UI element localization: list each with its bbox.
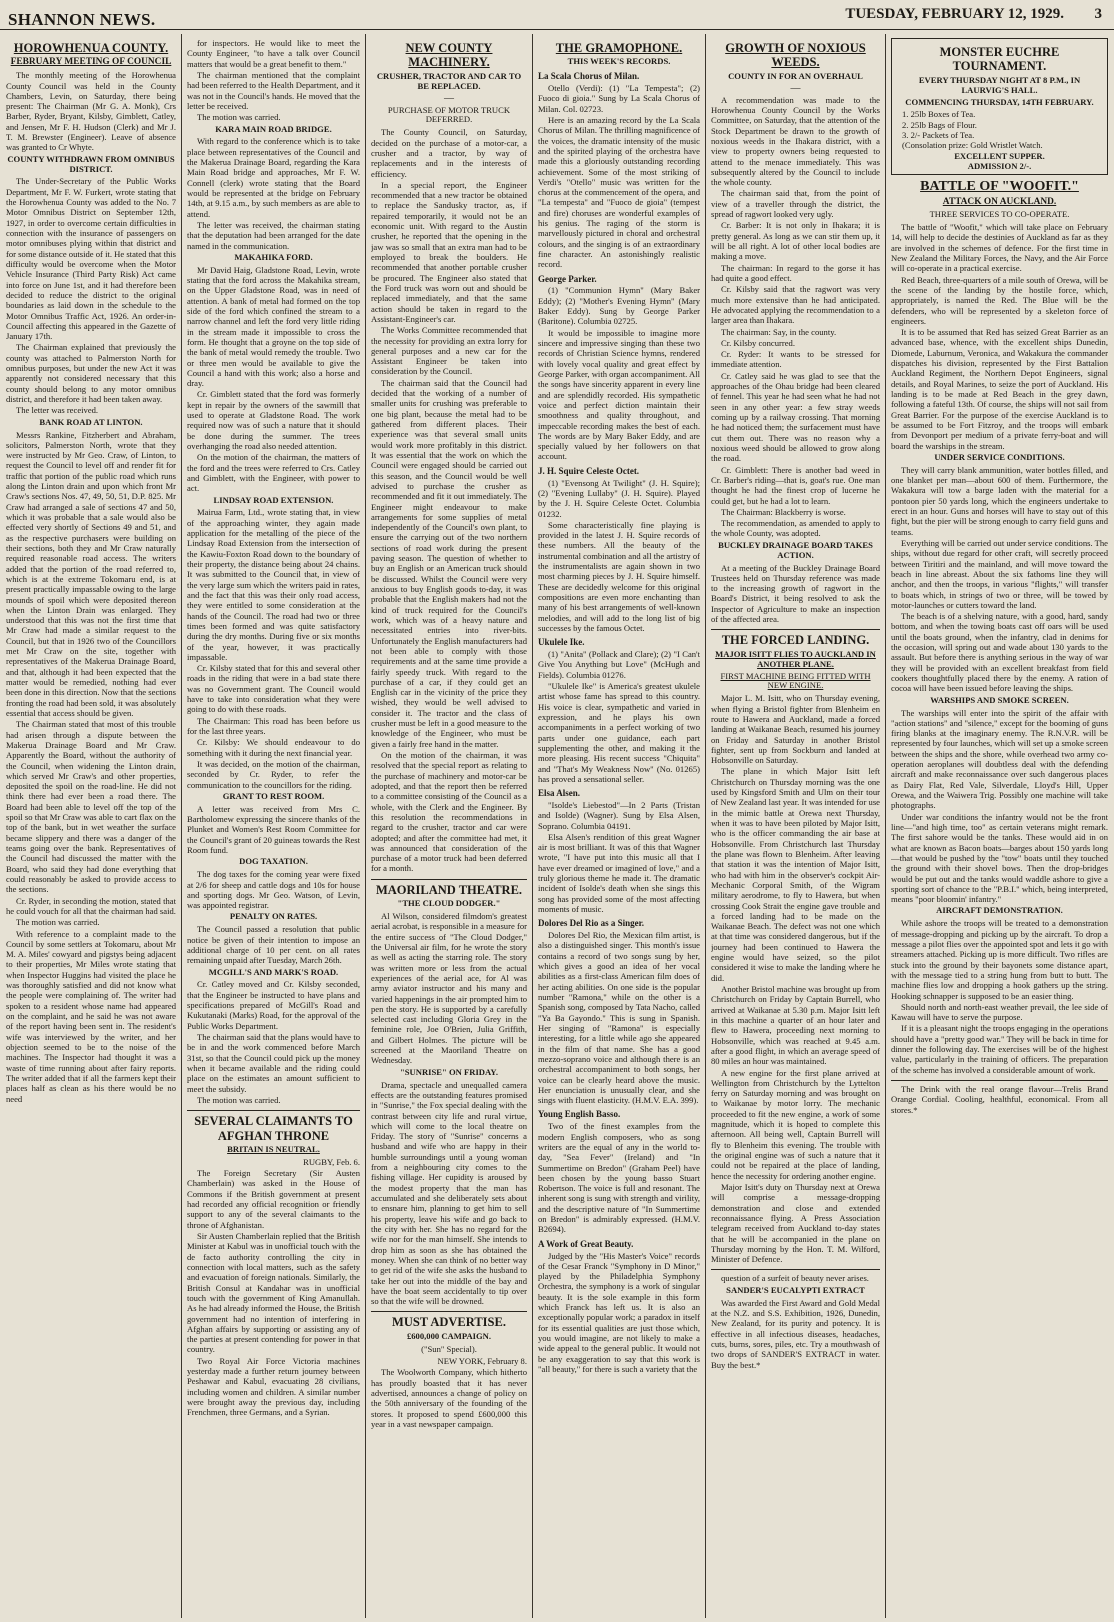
headline: THE FORCED LANDING. bbox=[721, 633, 870, 648]
article-paragraph: Mairua Farm, Ltd., wrote stating that, in view of the approaching winter, they again made application for the metalling of the piece of the Lindsay Road Extension from the intersection of the Kawiu-Foxton Road down to the boundary of their property, the distance being about 24 chains. It was submitted to the Council that, in view of the very large sum which the writers paid in rates, and the fact that this was their only road access, they were entitled to some consideration at the hands of the Council. The road had two or three times been formed and was quite satisfactory during the dry months. During five or six months of the year, however, it was practically impassable. bbox=[187, 507, 360, 662]
article-paragraph: Two of the finest examples from the modern English composers, who as song writers are the equal of any in the world to-day, "Sea Fever" (Ireland) and "In Summertime on Bredon" (Graham Peel) have been chosen by the young basso Stuart Robertson. The voice is full and resonant. The inherent song is sung with strength and virility, and the descriptive nature of "In Summertime on Bredon" is admirably expressed. (H.M.V. B2694). bbox=[538, 1121, 700, 1235]
article-paragraph: It would be impossible to imagine more sincere and impressive singing than these two records of Christian Science hymns, rendered with lovely vocal quality and great effect by George Parker, with organ accompaniment. All the songs have sincerity apparent in every line and are splendidly recorded. His sympathetic voice and perfect diction maintain their smoothness and quality throughout, and impeccable recording makes the best of each. The words are by Mary Baker Eddy, and are specially valued by her followers on that account. bbox=[538, 327, 700, 462]
record-heading: Young English Basso. bbox=[538, 1109, 621, 1120]
subheadline: PURCHASE OF MOTOR TRUCK DEFERRED. bbox=[387, 104, 511, 125]
consolation-prize: (Consolation prize: Gold Wristlet Watch. bbox=[902, 140, 1043, 151]
article-divider bbox=[711, 629, 880, 630]
article-paragraph: The chairman: In regard to the gorse it has had quite a good effect. bbox=[711, 262, 880, 283]
section-heading: UNDER SERVICE CONDITIONS. bbox=[934, 451, 1065, 462]
article-paragraph: At a meeting of the Buckley Drainage Board Trustees held on Thursday reference was made to the increasing growth of ragwort in the Board's District, it being resolved to ask the Inspector of Agriculture to make an inspection of the affected area. bbox=[711, 562, 880, 625]
article-paragraph: question of a surfeit of beauty never arises. bbox=[721, 1273, 869, 1284]
column-rule bbox=[365, 34, 366, 1618]
article-paragraph: The Council passed a resolution that public notice be given of their intention to impose an additional charge of 10 per cent. on all rates remaining unpaid after Tuesday, March 26th. bbox=[187, 924, 360, 966]
article-paragraph: Under war conditions the infantry would not be the front line—"and high time, too" as certain veterans might remark. The first sahore would be the tanks. These would aid in on what are known as Bacon boats—barges about 150 yards long—that would be pushed by the "tow" boats until they touched the ground with their shovel bows. Then the drop-bridges would be put out and the tanks would waddle ashore to give a sporting sort of chance to the "P.B.I." which, being interpreted, means "poor bloomin' infantry." bbox=[891, 811, 1108, 905]
article-paragraph: Cr. Kilsby: We should endeavour to do something with it during the next financial year. bbox=[187, 737, 360, 758]
page-number: 3 bbox=[1094, 6, 1102, 22]
separator: — bbox=[444, 92, 454, 104]
article-paragraph: "Isolde's Liebestod"—In 2 Parts (Tristan and Isolde) (Wagner). Sung by Elsa Alsen, Soprano. Columbia 04191. bbox=[538, 799, 700, 831]
headline: SEVERAL CLAIMANTS TO AFGHAN THRONE bbox=[194, 1114, 353, 1143]
column-5 bbox=[711, 38, 880, 1616]
advertisement-subheading: EVERY THURSDAY NIGHT AT 8 P.M., IN LAURVIG'S HALL. bbox=[918, 74, 1081, 95]
advertisement-text: Was awarded the First Award and Gold Medal at the N.Z. and S.S. Exhibition, 1926, Dunedin, New Zealand, for its purity and potency. It is effective in all infectious diseases, headaches, cuts, burns, sores, piles, etc. Try a mouthwash of two drops of SANDER'S EXTRACT in water. Buy the best.* bbox=[711, 1297, 880, 1370]
headline: NEW COUNTY MACHINERY. bbox=[405, 41, 493, 70]
column-3 bbox=[371, 38, 527, 1616]
article-paragraph: for inspectors. He would like to meet the County Engineer, "to have a talk over Council matters that would be a great benefit to them." bbox=[187, 38, 360, 69]
prize-item: 2. 25lb Bags of Flour. bbox=[902, 119, 977, 130]
article-paragraph: In a special report, the Engineer recommended that a new tractor be obtained to replace the Sandusky tractor, as, if repaired temporarily, it would not be an economic unit. With regard to the Austin crusher, he reported that the opening in the jaw was so small that an extra man had to be employed to break the boulders. He recommended that another portable crusher be procured. The Engineer also stated that the Ford truck was worn out and should be replaced immediately, and that the same action should be taken in regard to the Assistant-Engineer's car. bbox=[371, 179, 527, 324]
headline: MAORILAND THEATRE. bbox=[375, 882, 523, 897]
article-paragraph: Al Wilson, considered filmdom's greatest aerial acrobat, is responsible in a measure for the entire success of "The Cloud Dodger," the Universal air film, for he wrote the story as well as acting the starring role. The story was written more or less from the actual experiences of the aerial ace, for Al was army aviator instructor and his many and varied happenings in the air prompted him to pen the story. He is supported by a carefully selected cast including Gloria Grey in the feminine role, Joe O'Brien, Julia Griffith, and Gilbert Holmes. The picture will be screened at the Maoriland Theatre on Wednesday. bbox=[371, 911, 527, 1066]
record-heading: Ukulele Ike. bbox=[538, 637, 585, 648]
article-paragraph: (1) "Anita" (Pollack and Clare); (2) "I Can't Give You Anything but Love" (McHugh and Fields). Columbia 01276. bbox=[538, 649, 700, 680]
section-heading: KARA MAIN ROAD BRIDGE. bbox=[215, 123, 332, 134]
article-paragraph: Drama, spectacle and unequalled camera effects are the outstanding features promised in "Sunrise," the Fox special dealing with the contrast between city life and rural virtue, which will come to the local theatre on Friday. The story of "Sunrise" concerns a husband and wife who are happy in their humble surroundings until a young woman from a neighbouring city comes to the fishing village. Her cupidity is aroused by the modest property that the man has accumulated and she deliberately sets about to ensnare him, planning to get him to sell his property, leave his wife and go back to the city with her. She has no regard for the wife nor for the man himself. She intends to drop him as soon as she has obtained the money. When she can think of no better way to get rid of the wife she asks the husband to take her out into the middle of the bay and have the boat seem accidentally to tip over so that the wife will be drowned. bbox=[371, 1079, 527, 1307]
article-paragraph: Should north and north-east weather prevail, the lee side of Kawau will have to serve the purpose. bbox=[891, 1001, 1108, 1023]
record-heading: La Scala Chorus of Milan. bbox=[538, 71, 640, 82]
advertisement-heading: MONSTER EUCHRE TOURNAMENT. bbox=[939, 45, 1060, 74]
article-paragraph: Mr David Haig, Gladstone Road, Levin, wrote stating that the ford across the Makahika stream, on the Upper Gladstone Road, was in need of attention. A bank of metal had formed on the top side of the ford which confined the stream to a narrow channel and left the ford very little riding in the stream made it impossible to cross the form. He thought that a groyne on the top side of the bank of metal would remedy the trouble. Two or three men would be available to give the Council a hand with this work; also a horse and dray. bbox=[187, 264, 360, 389]
section-heading: GRANT TO REST ROOM. bbox=[222, 790, 325, 801]
article-paragraph: Some characteristically fine playing is provided in the latest J. H. Squire records of these numbers. All the beauty of the instrumental combination and all the artistry of the instrumentalists are again shown in two most charming pieces by J. H. Squire himself. These are decidedly welcome for this original compositions are even more enchanting than many of his best arrangements of well-known melodies, and will add to the long list of big successes by the famous Octet. bbox=[538, 519, 700, 633]
column-1 bbox=[6, 38, 176, 1616]
article-paragraph: The Works Committee recommended that the necessity for providing an extra lorry for general purposes and a new car for the Assistant Engineer be taken into consideration by the Council. bbox=[371, 325, 527, 377]
article-paragraph: (1) "Evensong At Twilight" (J. H. Squire); (2) "Evening Lullaby" (J. H. Squire). Played by the J. H. Squire Celeste Octet. Columbia 01232. bbox=[538, 477, 700, 519]
prize-item: 3. 2/- Packets of Tea. bbox=[902, 130, 975, 140]
article-paragraph: The chairman said that, from the point of view of a traveller through the district, the spread of ragwort looked very ugly. bbox=[711, 188, 880, 220]
article-divider bbox=[711, 1269, 880, 1270]
subheadline: FIRST MACHINE BEING FITTED WITH NEW ENGINE. bbox=[720, 670, 871, 691]
article-paragraph: (1) "Communion Hymn" (Mary Baker Eddy); (2) "Mother's Evening Hymn" (Mary Baker Eddy). Sung by George Parker (Baritone). Columbia 02725. bbox=[538, 285, 700, 327]
article-paragraph: A letter was received from Mrs C. Bartholomew expressing the sincere thanks of the Plunket and Women's Rest Room Committee for the Council's grant of 20 guineas towards the Rest Room fund. bbox=[187, 803, 360, 855]
section-heading: PENALTY ON RATES. bbox=[229, 911, 318, 922]
article-divider bbox=[371, 879, 527, 880]
article-paragraph: Major L. M. Isitt, who on Thursday evening, when flying a Bristol fighter from Blenheim en route to Hawera and Auckland, made a forced landing at Waikanae Beach, resumed his journey on Friday and Saturday in another Bristol fighter, sent up from Sockburn and landed at Hobsonville on Saturday. bbox=[711, 693, 880, 766]
prize-item: 1. 25lb Boxes of Tea. bbox=[902, 109, 976, 120]
article-paragraph: Sir Austen Chamberlain replied that the British Minister at Kabul was in unofficial touch with the de facto authority controlling the city in connection with local matters, such as the safety and evacuation of foreign nationals. Similarly, the British Consul at Kandahar was in unofficial touch with the government of King Amanullah. As he had already informed the House, the British government had no intention of interfering in Afghan affairs by supporting or assisting any of the parties at present contending for power in that country. bbox=[187, 1231, 360, 1355]
advertisement-text: The Drink with the real orange flavour—Trelis Brand Orange Cordial. Cooling, healthful, economical. From all stores.* bbox=[891, 1084, 1108, 1115]
article-paragraph: The dog taxes for the coming year were fixed at 2/6 for sheep and cattle dogs and 10s for house and sporting dogs. Mr Geo. Watson, of Levin, was appointed registrar. bbox=[187, 869, 360, 911]
article-paragraph: The recommendation, as amended to apply to the whole County, was adopted. bbox=[711, 518, 880, 539]
article-paragraph: The Chairman stated that most of this trouble had arisen through a dispute between the Makerua Drainage Board and Mr Craw. Apparently the Board, without the authority of the Council, when widening the Linton drain, which served Mr Craw's and other properties, deposited the spoil on the road-line. He did not think there had ever been a road there. The Board had been able to level off the top of the spoil so that Mr Craw was able to cart flax on the top of the bank, but in wet weather the surface became slippery and there was a danger of the teams going over the bank. Representatives of the Council had discussed the matter with the Board, who said they had done everything that could reasonably be asked to provide access to the sections. bbox=[6, 719, 176, 895]
article-divider bbox=[371, 1311, 527, 1312]
article-paragraph: Cr. Ryder, in seconding the motion, stated that he could vouch for all that the chairman had said. bbox=[6, 895, 176, 916]
article-paragraph: Cr. Catley said he was glad to see that the approaches of the Ohau bridge had been cleared of fennel. This year he had seen what he had not seen in any other year: a few stray weeds coming up by a railway crossing. That morning he had noticed them; the surfacement must have cut them out. There was no reason why a noxious weed should be allowed to grow along the road. bbox=[711, 370, 880, 464]
article-paragraph: The battle of "Woofit," which will take place on February 14, will help to decide the destinies of Auckland as far as they are involved in the schemes of defence. For the first time in New Zealand the Military Forces, the Navy, and the Air Force will co-operate in a practical exercise. bbox=[891, 222, 1108, 274]
article-paragraph: On the motion of the chairman, the matters of the ford and the trees were referred to Crs. Catley and Gimblett, with the Engineer, with power to act. bbox=[187, 452, 360, 494]
record-heading: Dolores Del Rio as a Singer. bbox=[538, 918, 645, 929]
article-paragraph: The letter was received. bbox=[16, 405, 99, 416]
supper-note: EXCELLENT SUPPER. bbox=[954, 150, 1045, 161]
article-paragraph: The Woolworth Company, which hitherto has proudly boasted that it has never advertised, announces a change of policy on the 50th anniversary of the founding of the stores. It proposed to spend £600,000 this year in a vast newspaper campaign. bbox=[371, 1367, 527, 1429]
article-paragraph: If it is a pleasant night the troops engaging in the operations should have a "pretty good war." They will be back in time for dinner the following day. The exercises will be of the highest value, particularly in the training of officers. The preparation of the scheme has involved a considerable amount of work. bbox=[891, 1023, 1108, 1075]
article-paragraph: The motion was carried. bbox=[16, 917, 100, 928]
headline: MUST ADVERTISE. bbox=[392, 1315, 506, 1330]
subheadline: £600,000 CAMPAIGN. bbox=[406, 1330, 492, 1341]
article-paragraph: The motion was carried. bbox=[197, 1094, 281, 1105]
article-paragraph: It is to be assumed that Red has seized Great Barrier as an advanced base, whence, with the excellent ships Dunedin, Diomede, Laburnum, Veronica, and Wakakura the commander dispatches his division, represented by the First Battalion Auckland Regiment, the Northern Depot Engineers, signal details, and Royal Marines, to seize the port of Auckland. His landing is to be made at Red Beach in the grey dawn, following a fateful 13th. Of course, the ships will not sail from Great Barrier. For the purpose of the exercise Auckland is to be assumed to be Fort Fitzroy, and the troops will embark from Devonport per medium of a private ferry-boat and will board the warships in the stream. bbox=[891, 327, 1108, 451]
article-paragraph: While ashore the troops will be treated to a demonstration of message-dropping and picking up by the aircraft. To drop a message a pilot flies over the appointed spot and lets it go with streamers attached. Picking up is more difficult. Two rifles are stuck into the ground by their bayonets some distance apart, with the message tied to a string hung from butt to butt. The machine flies low and dropping a hook gathers up the string. Hooking schnapper is supposed to be an easier thing. bbox=[891, 918, 1108, 1001]
section-heading: BANK ROAD AT LINTON. bbox=[39, 416, 143, 427]
subheadline: ATTACK ON AUCKLAND. bbox=[942, 197, 1057, 208]
subheadline: THIS WEEK'S RECORDS. bbox=[567, 56, 671, 67]
headline: THE GRAMOPHONE. bbox=[555, 41, 683, 55]
record-heading: J. H. Squire Celeste Octet. bbox=[538, 465, 640, 476]
article-paragraph: Otello (Verdi): (1) "La Tempesta"; (2) Fuoco di gioia." Sung by La Scala Chorus of Milan. Col. 02723. bbox=[538, 83, 700, 114]
article-paragraph: With regard to the conference which is to take place between representatives of the Council and the Makerua Drainage Board, regarding the Kara Main Road bridge and approaches, Mr F. W. Connell (clerk) wrote stating that the Board would be represented at the bridge on February 14th, at 9.15 a.m., by such members as are able to attend. bbox=[187, 136, 360, 219]
masthead bbox=[0, 0, 1114, 30]
section-heading: COUNTY WITHDRAWN FROM OMNIBUS DISTRICT. bbox=[7, 153, 175, 174]
article-paragraph: Cr. Kilsby said that the ragwort was very much more extensive than he had anticipated. He advocated applying the recommendation to a larger area than Ihakara. bbox=[711, 284, 880, 326]
dateline: NEW YORK, February 8. bbox=[437, 1356, 527, 1366]
column-rule bbox=[181, 34, 182, 1618]
article-paragraph: Cr. Gimblett stated that the ford was formerly kept in repair by the owners of the sawmill that used to operate at Gladstone Road. The work required now was of such a nature that it should be done during the summer. The trees overhanging the road also needed attention. bbox=[187, 389, 360, 451]
article-paragraph: Cr. Catley moved and Cr. Kilsby seconded, that the Engineer be instructed to have plans and specifications prepared of McGill's Road and Kukutanaki (Marks) Road, for the approval of the Public Works Department. bbox=[187, 979, 360, 1031]
subheadline: "SUNRISE" ON FRIDAY. bbox=[400, 1066, 498, 1077]
headline: GROWTH OF NOXIOUS WEEDS. bbox=[725, 41, 866, 70]
article-paragraph: Everything will be carried out under service conditions. The ships, without due regard for other craft, will secretly proceed between Tiritiri and the mainland, and will move toward the beach in line abreast. About the six fathoms line they will anchor, and then the troops, in various "flights," will transfer to boats which, in strings of two or three, will be towed by motor-launches or cutters toward the land. bbox=[891, 537, 1108, 610]
article-paragraph: Cr. Kilsby stated that for this and several other roads in the riding that were in a bad state there was no Government grant. The Council would have to take into consideration what they were going to do with these roads. bbox=[187, 663, 360, 715]
article-paragraph: "Ukulele Ike" is America's greatest ukulele artist whose fame has spread to this country. His voice is clear, sympathetic and varied in expression, and he plays his own accompaniments in a perfect working of two parts under one guidance, each part supplementing the other, and making it the more pleasing. His recent success "Chiquita" and "That's My Weakness Now" (No. 01265) has proved a sensational seller. bbox=[538, 681, 700, 784]
column-2 bbox=[187, 38, 360, 1616]
article-paragraph: A new engine for the first plane arrived at Wellington from Christchurch by the Lyttelton ferry on Saturday morning and was brought on to Waikanae by motor lorry. The mechanic proceeded to fit the new engine, a work of some magnitude, which it is hoped to complete this afternoon. All being well, Captain Burrell will fly to Blenheim this evening. The trouble with the original engine was of such a nature that it could not be repaired at the place of landing, hence the necessity for ordering another engine. bbox=[711, 1067, 880, 1181]
column-4 bbox=[538, 38, 700, 1616]
admission-note: ADMISSION 2/-. bbox=[967, 160, 1032, 171]
article-paragraph: Cr. Barber: It is not only in Ihakara; it is pretty general. As long as we can stir them up, it will be all right. A lot of other local bodies are making a move. bbox=[711, 220, 880, 262]
subheadline: COUNTY IN FOR AN OVERHAUL bbox=[728, 70, 863, 81]
article-paragraph: On the motion of the chairman, it was resolved that the special report as relating to the purchase of machinery and motor-car be adopted, and that the report then be referred to a committee consisting of the Council as a whole, with the Clerk and the Engineer. By this resolution the recommendations in regard to the crusher, tractor and car were adopted; and after the committee had met, it was announced that consideration of the purchase of a motor truck had been deferred for a month. bbox=[371, 750, 527, 874]
article-paragraph: Two Royal Air Force Victoria machines yesterday made a further return journey between Peshawar and Kabul, evacuating 28 civilians, including women and children. A similar number were brought away the previous day, including Frenchmen, three Germans, and a Syrian. bbox=[187, 1355, 360, 1418]
article-paragraph: The warships will enter into the spirit of the affair with "action stations" and "silence," except for the booming of guns firing blanks at the imaginary enemy. The R.N.V.R. will be represented by four launches, which will set up a smoke screen between the ships and the shore, while overhead two army co-operation aeroplanes will doubtless deal with the defending aircraft and make reconnaissance over such dangerous places as Dairy Flat, Red Vale, Silverdale, Lloyd's Hill, Upper Orewa, and the Waiwera Trig. Possibly one machine will take photographs. bbox=[891, 707, 1108, 811]
subheadline: "THE CLOUD DODGER." bbox=[397, 898, 501, 909]
article-paragraph: The chairman mentioned that the complaint had been referred to the Health Department, and it was not in the Council's hands. He moved that the letter be received. bbox=[187, 69, 360, 111]
advertisement-subheading: COMMENCING THURSDAY, 14TH FEBRUARY. bbox=[905, 96, 1094, 107]
dateline: RUGBY, Feb. 6. bbox=[303, 1156, 360, 1167]
section-heading: DOG TAXATION. bbox=[239, 856, 308, 867]
source-line: ("Sun" Special). bbox=[421, 1343, 477, 1354]
article-paragraph: They will carry blank ammunition, water bottles filled, and one blanket per man—about 600 of them. Furthermore, the Wakakura will tow a barge laden with the material for a pontoon pier 50 yards long, which the engineers undertake to erect in an hour. Guns and horses will have to stay out of this fight, but the pier will be strong enough to carry field guns and teams. bbox=[891, 464, 1108, 537]
article-paragraph: The Chairman explained that previously the county was attached to Palmerston North for omnibus purposes, but under the new Act it was apparently not considered necessary that this county should belong to any motor omnibus district, and therefore it had been taken away. bbox=[6, 342, 176, 404]
article-paragraph: The plane in which Major Isitt left Christchurch on Thursday morning was the one used by Kingsford Smith and Ulm on their tour of New Zealand last year. It was intended for use in the mimic battle at Orewa next Thursday, when it was to have been piloted by Major Isitt, who is the officer commanding the air base at Hobsonville. From Christchurch last Thursday the plane was flown to Blenheim. After leaving that station it was the intention of Major Isitt, who had with him in the observer's cockpit Air-Mechanic Corporal Smith, of the Wigram military aerodrome, to fly to Hawera, but when crossing Cook Strait the engine gave trouble and a forced landing had to be made on the Waikanae Beach. The defect was not one which at that time was considered dangerous, but if the journey had been continued to Hawera the engine would have seized, so the pilot considered it wise to make the landing where he did. bbox=[711, 766, 880, 983]
article-paragraph: Cr. Ryder: It wants to be stressed for immediate attention. bbox=[711, 349, 880, 370]
column-6 bbox=[891, 38, 1108, 1616]
column-rule bbox=[885, 34, 886, 1618]
subheadline: THREE SERVICES TO CO-OPERATE. bbox=[929, 209, 1070, 220]
section-heading: WARSHIPS AND SMOKE SCREEN. bbox=[930, 694, 1069, 705]
separator: — bbox=[790, 82, 801, 94]
article-paragraph: The motion was carried. bbox=[197, 112, 281, 123]
article-paragraph: The Foreign Secretary (Sir Austen Chamberlain) was asked in the House of Commons if the British government at present had recorded any official recognition or friendly support to any of the several claimants to the throne of Afghanistan. bbox=[187, 1168, 360, 1230]
column-rule bbox=[532, 34, 533, 1618]
article-paragraph: The chairman said that the plans would have to be in and the work commenced before March 31st, so that the Council could pick up the money when it became available and the riding could place on the estimates an amount sufficient to meet the subsidy. bbox=[187, 1032, 360, 1094]
article-paragraph: The Chairman: Blackberry is worse. bbox=[721, 506, 846, 517]
column-rule bbox=[705, 34, 706, 1618]
record-heading: Elsa Alsen. bbox=[538, 788, 581, 799]
article-paragraph: The Chairman: This road has been before us for the last three years. bbox=[187, 715, 360, 736]
article-paragraph: With reference to a complaint made to the Council by some settlers at Tokomaru, about Mr M. A. Miles' cowyard and pigstys being adjacent to their properties, Mr Miles wrote stating that when Inspector Huggins had visited the place he was thoroughly satisfied and did not know what the people were complaining of. The writer had spoken to a resident whose name had appeared on the complaint, and he said he was not aware of the report having been sent in. The resident's wife was interviewed by the writer, and her objection seemed to be to the noise of the machines. The Inspector had thought it was a waste of time running about after fairy reports. The writer added that if all the farmers kept their places half as clean as his there would be no need bbox=[6, 928, 176, 1104]
article-divider bbox=[891, 1080, 1108, 1081]
subheadline: FEBRUARY MEETING OF COUNCIL bbox=[10, 57, 172, 68]
article-paragraph: Red Beach, three-quarters of a mile south of Orewa, will be the scene of the landing by the hostile force, which, appropriately, is named the Red. The Blue will be the defenders, who will be represented by a skeleton force of engineers. bbox=[891, 274, 1108, 326]
article-paragraph: Here is an amazing record by the La Scala Chorus of Milan. The thrilling magnificence of the voices, the dramatic intensity of the music and the spirited playing of the orchestra have made this a gloriously outstanding recording achievement. Some of the most striking of Verdi's "Otello" music was written for the chorus at the commencement of the opera, and "La tempesta" and "Fuoco de gioia" (tempest and fire) choruses are wonderful examples of his genius. The raging of the storm is marvellously pictured in choral and orchestral colours, and the singing is of an extraordinary fine character. An astonishingly realistic record. bbox=[538, 114, 700, 270]
article-paragraph: The chairman: Say, in the county. bbox=[721, 326, 837, 337]
section-heading: BUCKLEY DRAINAGE BOARD TAKES ACTION. bbox=[718, 539, 873, 560]
section-heading: MCGILL'S AND MARK'S ROAD. bbox=[208, 966, 339, 977]
article-paragraph: Another Bristol machine was brought up from Christchurch on Friday by Captain Burrell, who arrived at Waikanae at 5.30 p.m. Major Isitt left in this machine a quarter of an hour later and flew to Hawera, proceeding next morning to Hobsonville, which was reached at 9.45 a.m. after a good flight, in which an average speed of 80 miles an hour was maintained. bbox=[711, 984, 880, 1067]
article-paragraph: The monthly meeting of the Horowhenua County Council was held in the County Chambers, Levin, on Saturday, there being present: The Chairman (Mr G. A. Monk), Crs Barber, Ryder, Bryant, Kilsby, Gimblett, Catley, and Jensen, Mr F. H. Hudson (Clerk) and Mr J. T. M. Brewster (Engineer). Leave of absence was granted to Cr Whyte. bbox=[6, 70, 176, 153]
article-paragraph: The letter was received, the chairman stating that the deputation had been arranged for the date named in the communication. bbox=[187, 219, 360, 251]
headline: HOROWHENUA COUNTY. bbox=[13, 41, 169, 55]
subheadline: MAJOR ISITT FLIES TO AUCKLAND IN ANOTHER PLANE. bbox=[715, 648, 876, 669]
article-paragraph: Cr. Kilsby concurred. bbox=[721, 337, 795, 348]
record-heading: George Parker. bbox=[538, 273, 597, 284]
article-paragraph: The beach is of a shelving nature, with a good, hard, sandy bottom, and when the towing boats cast off oars will be used until the boats ground, when the infantry, clad in denims for the occasion, will spring out and wade about 130 yards to the assault. But before there is anything serious in the way of war they will be provided with an excellent breakfast from field cookers thoughtfully placed there by the enemy. A ration of cocoa will have been issued before leaving the ships. bbox=[891, 611, 1108, 694]
advertisement-heading: SANDER'S EUCALYPTI EXTRACT bbox=[726, 1284, 865, 1295]
headline: BATTLE OF "WOOFIT." bbox=[920, 179, 1079, 195]
article-paragraph: Messrs Rankine, Fitzherbert and Abraham, solicitors, Palmerston North, wrote that they were instructed by Mr Geo. Craw, of Linton, to request the Council to level off and render fit for traffic that portion of the public road which runs along the Linton drain and upon which front Mr Craw's sections Nos. 47, 49, 50, 51, D.P. 825. Mr Craw had arranged a sale of sections 47 and 50, which it was probable that a sale would also be effected very shortly of Sections 49 and 51, and as the respective purchasers were building on their sections, both they and Mr Craw naturally required reasonable road access. The writers added that the portion of the road referred to, which is at the extreme Tokomaru end, is at present practically impassable owing to the large mounds of spoil which were deposited thereon when the Linton Drain was enlarged. They understood that this was not the first time that Mr Craw had made a similar request to the Council, but that in 1926 two of the Councillors met Mr Craw on the site, together with representatives of the Makerua Drainage Board, and that, although it had been expected that the matter would be remedied, nothing had ever been done in this direction. Now that the sections fronting the road had been sold, it was absolutely essential that access should be given. bbox=[6, 429, 176, 718]
article-paragraph: A recommendation was made to the Horowhenua County Council by the Works Committee, on Saturday, that the attention of the Stock Department be drawn to the growth of noxious weeds in the Ihakara district, with a view to property owners being requested to attend to the menace immediately. This was subsequently altered by the Council to include the whole county. bbox=[711, 94, 880, 188]
section-heading: AIRCRAFT DEMONSTRATION. bbox=[936, 905, 1063, 916]
section-heading: MAKAHIKA FORD. bbox=[234, 251, 313, 262]
article-paragraph: Dolores Del Rio, the Mexican film artist, is also a distinguished singer. This month's issue contains a record of two songs sung by her, which gives a good an idea of her vocal abilities as a first-class American film does of her acting abilities. On one side is the popular number "Ramona," while on the other is a Spanish song, composed by Tata Nacho, called "Ya Ba Gayondo." This is sung in Spanish. Her singing of "Ramona" is especially interesting, for a little while ago she appeared in the film of that name. She has a good mezzo-soprano voice and although there is an orchestral accompaniment to both songs, her voice can be clearly heard above the music. Her enunciation is unusually clear, and she sings with fluent elasticity. (H.M.V. E.A. 399). bbox=[538, 930, 700, 1106]
record-heading: A Work of Great Beauty. bbox=[538, 1238, 634, 1249]
section-heading: LINDSAY ROAD EXTENSION. bbox=[213, 494, 334, 505]
article-paragraph: Cr. Gimblett: There is another bad weed in Cr. Barber's riding—that is, goat's rue. One man thought he had the finest crop of lucerne he could get, but he had a lot to learn. bbox=[711, 464, 880, 506]
article-paragraph: Major Isitt's duty on Thursday next at Orewa will comprise a message-dropping demonstration and close and extended reconnaissance flying. A Press Association telegram received from Auckland to-day states that he will be accompanied in the plane on Thursday morning by the Hon. T. M. Wilford, Minister of Defence. bbox=[711, 1181, 880, 1265]
subheadline: CRUSHER, TRACTOR AND CAR TO BE REPLACED. bbox=[376, 70, 522, 91]
article-divider bbox=[187, 1110, 360, 1111]
article-paragraph: The chairman said that the Council had decided that the working of a number of smaller units for crushing was preferable to one big plant, because the metal had to be gathered from different places. Their experience was that several small units would work more profitably in this district. It was essential that the work on which the Council were engaged should be carried out this season, and the Council would be well advised to purchase the crusher as recommended and fit it out immediately. The Engineer might endeavour to make arrangements for some supplies of metal independently of the Council's own plant, to ensure the carrying out of the two northern sections of road work during the present paving season. The question of whether to buy an English or an American truck should be discussed. Whilst the Council were very anxious to buy English goods to-day, it was probable that the English makers had not the kind of truck required for the Council's work, which was of a heavy nature and necessitated entries into river-bits. Unfortunately the English manufacturers had not been able to comply with those requirements and at the same time provide a fairly speedy truck. With regard to the purchase of a car, if they could get an English car in the vicinity of the price they wished, they would be well advised to consider it. The tractor and the class of crusher must be left in a good measure to the knowledge of the Engineer, who must be given a fairly free hand in the matter. bbox=[371, 377, 527, 749]
article-paragraph: Elsa Alsen's rendition of this great Wagner air is most brilliant. It was of this that Wagner wrote, "I have put into this music all that I have ever dreamed or imagined of love," and a truly glorious theme he made it. The dramatic incident of Isolde's death when she sings this song has provided some of the most affecting moments of music. bbox=[538, 831, 700, 915]
subheadline: BRITAIN IS NEUTRAL. bbox=[227, 1143, 320, 1154]
issue-date: TUESDAY, FEBRUARY 12, 1929. bbox=[845, 6, 1064, 22]
article-paragraph: It was decided, on the motion of the chairman, seconded by Cr. Ryder, to refer the communication to the councillors for the riding. bbox=[187, 758, 360, 790]
article-paragraph: The County Council, on Saturday, decided on the purchase of a motor-car, a crusher and a tractor, by way of replacements and in the interests of efficiency. bbox=[371, 127, 527, 179]
article-paragraph: The Under-Secretary of the Public Works Department, Mr F. W. Furkert, wrote stating that the Horowhenua County was added to the No. 7 Motor Omnibus District on September 12th, 1927, in order to overcome certain difficulties in connection with the insurance of passengers on motor omnibuses plying within that district and for some distance outside of it. He stated that this difficulty would be overcome when the Motor Vehicle Insurance (Third Party Risk) Act came into force on June 1st, and it had therefore been decided to reduce the district to the original boundaries as laid down in the schedule to the Motor Omnibus Traffic Act, 1926. An order-in-Council affecting this appeared in the Gazette of January 17th. bbox=[6, 176, 176, 342]
euchre-advertisement bbox=[891, 38, 1108, 175]
article-paragraph: Judged by the "His Master's Voice" records of the Cesar Franck "Symphony in D Minor," played by the Philadelphia Symphony Orchestra, the symphony is a work of singular beauty. It is the sole example in this form which Franck has left us. It is also an exceptionally popular work; a paradox in itself for its essential qualities are just those which, you would imagine, are not likely to make a wide appeal to the general public. It would not be any exaggeration to say that this work is "all beauty," for there is such a variety that the bbox=[538, 1250, 700, 1374]
newspaper-name: SHANNON NEWS. bbox=[8, 10, 156, 29]
